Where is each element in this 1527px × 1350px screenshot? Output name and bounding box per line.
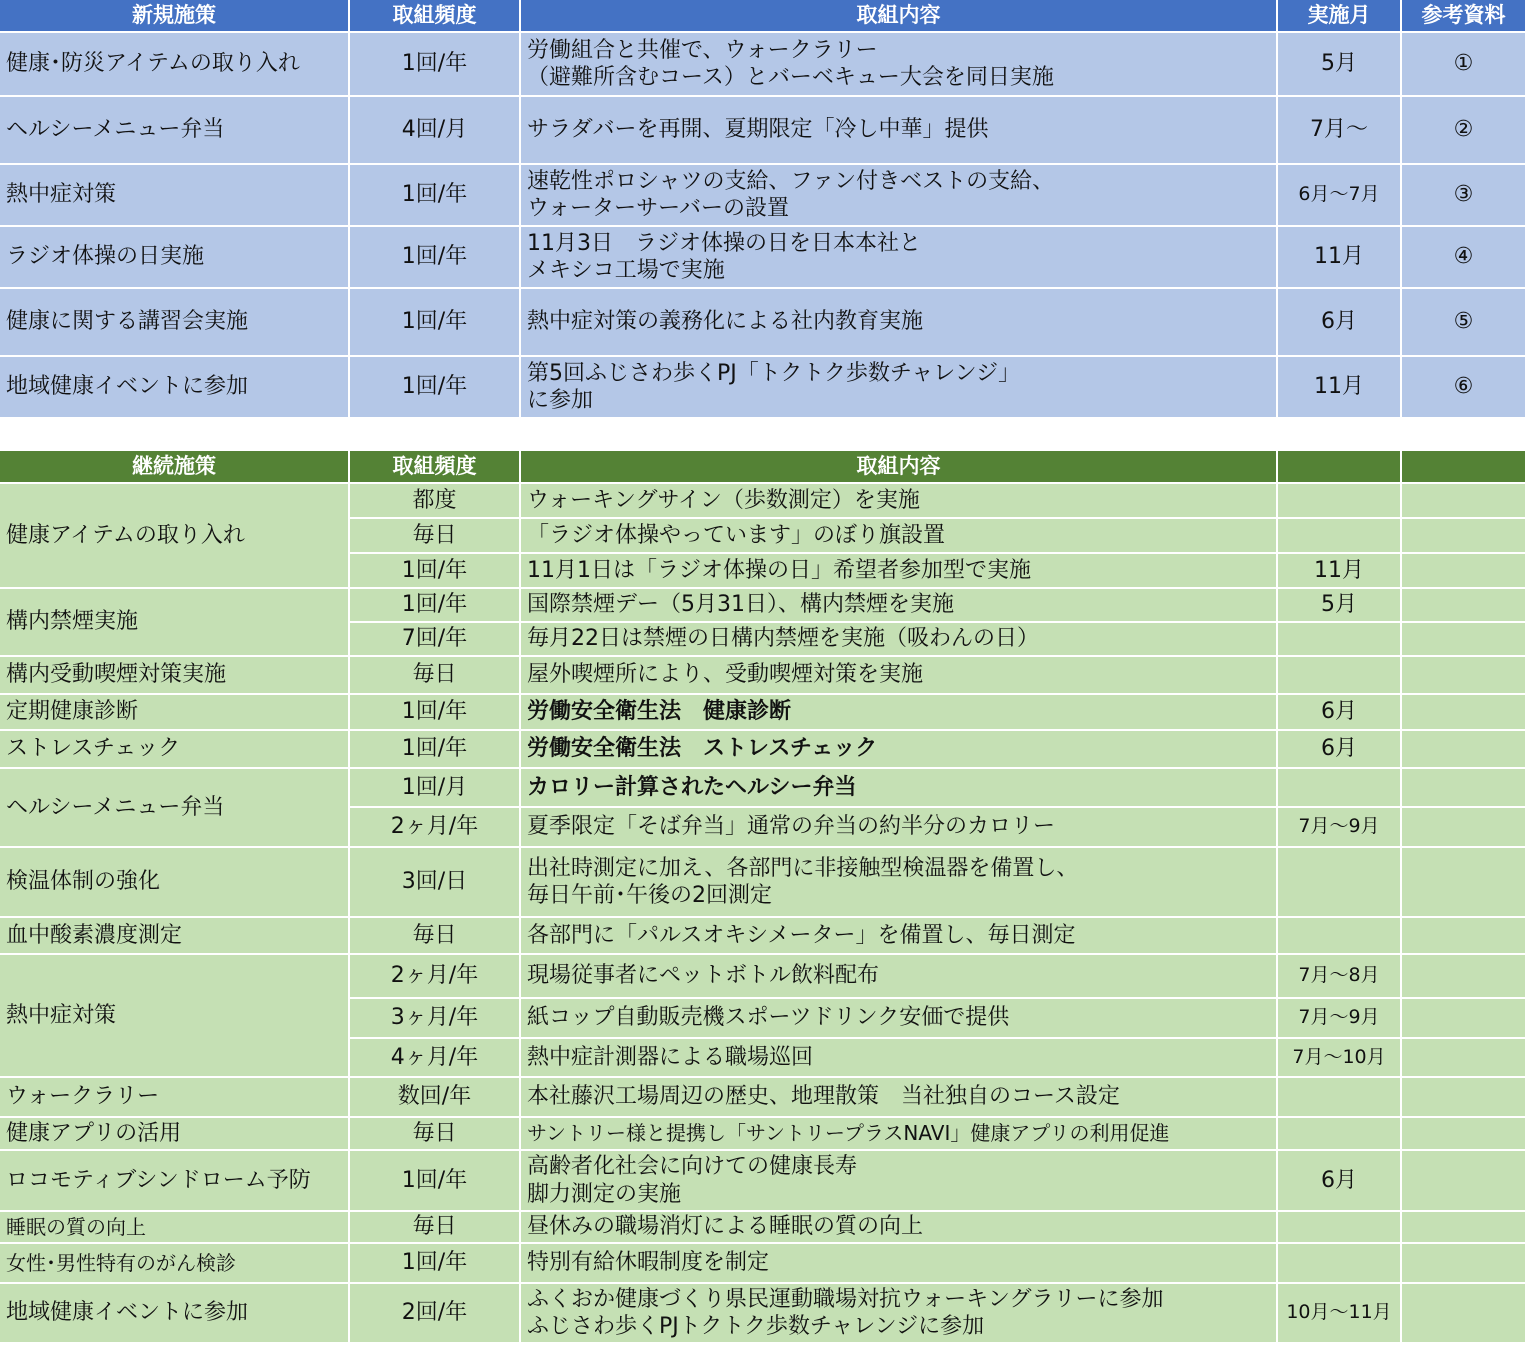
table-header-row (0, 0, 1527, 33)
frequency-cell: 1回/月 (350, 769, 521, 808)
table-row (0, 731, 1527, 769)
content-cell: 労働安全衛生法 健康診断 (521, 695, 1278, 731)
month-cell: 5月 (1278, 589, 1402, 623)
month-cell: 6月 (1278, 695, 1402, 731)
reference-cell (1402, 918, 1527, 955)
month-cell: 11月 (1278, 554, 1402, 589)
measure-cell: 地域健康イベントに参加 (0, 1284, 350, 1344)
measure-cell: 女性･男性特有のがん検診 (0, 1244, 350, 1284)
month-cell: 6月 (1278, 731, 1402, 769)
frequency-cell: 3ヶ月/年 (350, 999, 521, 1039)
month-cell (1278, 519, 1402, 554)
frequency-cell: 2ヶ月/年 (350, 955, 521, 999)
content-cell: 屋外喫煙所により、受動喫煙対策を実施 (521, 657, 1278, 695)
month-cell: 7月～9月 (1278, 808, 1402, 848)
content-cell (521, 33, 1278, 97)
content-cell: 昼休みの職場消灯による睡眠の質の向上 (521, 1212, 1278, 1244)
month-cell (1278, 1244, 1402, 1284)
reference-cell (1402, 1212, 1527, 1244)
measure-cell: 健康･防災アイテムの取り入れ (0, 33, 350, 97)
header-content: 取組内容 (521, 451, 1278, 484)
frequency-cell: 1回/年 (350, 589, 521, 623)
month-cell: 7月～8月 (1278, 955, 1402, 999)
measure-cell: 睡眠の質の向上 (0, 1212, 350, 1244)
header-month (1278, 451, 1402, 484)
reference-cell: ④ (1402, 227, 1527, 289)
frequency-cell: 1回/年 (350, 289, 521, 357)
month-cell: 7月～10月 (1278, 1039, 1402, 1078)
table-row (0, 165, 1527, 227)
content-line: 労働組合と共催で、ウォークラリー (527, 37, 878, 63)
table-row (0, 955, 1527, 999)
frequency-cell: 1回/年 (350, 731, 521, 769)
content-cell: サントリー様と提携し「サントリープラスNAVI」健康アプリの利用促進 (521, 1118, 1278, 1151)
measure-cell: 熱中症対策 (0, 955, 350, 1078)
reference-cell (1402, 519, 1527, 554)
content-line: メキシコ工場で実施 (527, 258, 725, 283)
frequency-cell: 数回/年 (350, 1078, 521, 1118)
frequency-cell: 1回/年 (350, 357, 521, 419)
month-cell: 7月～ (1278, 97, 1402, 165)
content-line: （避難所含むコース）とバーベキュー大会を同日実施 (527, 65, 1054, 90)
header-month: 実施月 (1278, 0, 1402, 33)
month-cell (1278, 623, 1402, 657)
table-row (0, 227, 1527, 289)
reference-cell (1402, 848, 1527, 918)
month-cell (1278, 1212, 1402, 1244)
reference-cell: ⑥ (1402, 357, 1527, 419)
content-cell: 夏季限定「そば弁当」通常の弁当の約半分のカロリー (521, 808, 1278, 848)
reference-cell (1402, 808, 1527, 848)
month-cell: 7月～9月 (1278, 999, 1402, 1039)
content-cell (521, 227, 1278, 289)
content-cell (521, 1151, 1278, 1212)
reference-cell: ② (1402, 97, 1527, 165)
content-cell: 11月1日は「ラジオ体操の日」希望者参加型で実施 (521, 554, 1278, 589)
frequency-cell: 4回/月 (350, 97, 521, 165)
table-row (0, 589, 1527, 623)
frequency-cell: 1回/年 (350, 33, 521, 97)
frequency-cell: 毎日 (350, 918, 521, 955)
month-cell (1278, 1118, 1402, 1151)
measure-cell: ストレスチェック (0, 731, 350, 769)
content-cell: カロリー計算されたヘルシー弁当 (521, 769, 1278, 808)
content-line: 脚力測定の実施 (527, 1181, 682, 1207)
measure-cell: 健康アプリの活用 (0, 1118, 350, 1151)
measure-cell: 熱中症対策 (0, 165, 350, 227)
measure-cell: 定期健康診断 (0, 695, 350, 731)
content-line: ふじさわ歩くPJトクトク歩数チャレンジに参加 (527, 1314, 985, 1339)
table-row (0, 695, 1527, 731)
month-cell: 10月～11月 (1278, 1284, 1402, 1344)
content-cell: 特別有給休暇制度を制定 (521, 1244, 1278, 1284)
frequency-cell: 毎日 (350, 1118, 521, 1151)
header-measure: 継続施策 (0, 451, 350, 484)
reference-cell (1402, 1078, 1527, 1118)
frequency-cell: 都度 (350, 484, 521, 519)
content-cell: 本社藤沢工場周辺の歴史、地理散策 当社独自のコース設定 (521, 1078, 1278, 1118)
measure-cell: 地域健康イベントに参加 (0, 357, 350, 419)
content-line: に参加 (527, 388, 594, 413)
content-line: 高齢者化社会に向けての健康長寿 (527, 1154, 858, 1179)
reference-cell (1402, 1244, 1527, 1284)
month-cell (1278, 848, 1402, 918)
content-cell: 現場従事者にペットボトル飲料配布 (521, 955, 1278, 999)
content-cell: 国際禁煙デー（5月31日）、構内禁煙を実施 (521, 589, 1278, 623)
reference-cell (1402, 1151, 1527, 1212)
month-cell (1278, 657, 1402, 695)
measure-cell: ウォークラリー (0, 1078, 350, 1118)
content-cell (521, 1284, 1278, 1344)
frequency-cell: 4ヶ月/年 (350, 1039, 521, 1078)
table-row (0, 33, 1527, 97)
table-row (0, 1078, 1527, 1118)
table-row (0, 1212, 1527, 1244)
measure-cell: 健康に関する講習会実施 (0, 289, 350, 357)
reference-cell (1402, 731, 1527, 769)
frequency-cell: 3回/日 (350, 848, 521, 918)
new-measures-table (0, 0, 1527, 419)
frequency-cell: 毎日 (350, 519, 521, 554)
month-cell (1278, 769, 1402, 808)
reference-cell (1402, 999, 1527, 1039)
content-cell: 毎月22日は禁煙の日構内禁煙を実施（吸わんの日） (521, 623, 1278, 657)
header-reference: 参考資料 (1402, 0, 1527, 33)
measure-cell: 構内禁煙実施 (0, 589, 350, 657)
header-measure: 新規施策 (0, 0, 350, 33)
measure-cell: 構内受動喫煙対策実施 (0, 657, 350, 695)
frequency-cell: 1回/年 (350, 554, 521, 589)
content-line: サラダバーを再開、夏期限定「冷し中華」提供 (527, 117, 989, 143)
reference-cell: ⑤ (1402, 289, 1527, 357)
frequency-cell: 1回/年 (350, 1244, 521, 1284)
reference-cell (1402, 589, 1527, 623)
frequency-cell: 1回/年 (350, 695, 521, 731)
measure-cell: ラジオ体操の日実施 (0, 227, 350, 289)
reference-cell (1402, 1039, 1527, 1078)
content-cell (521, 289, 1278, 357)
reference-cell: ③ (1402, 165, 1527, 227)
month-cell: 6月～7月 (1278, 165, 1402, 227)
content-cell (521, 848, 1278, 918)
month-cell (1278, 1078, 1402, 1118)
content-line: ウォーターサーバーの設置 (527, 196, 790, 221)
table-row (0, 484, 1527, 519)
frequency-cell: 7回/年 (350, 623, 521, 657)
reference-cell (1402, 657, 1527, 695)
header-content: 取組内容 (521, 0, 1278, 33)
measure-cell: ヘルシーメニュー弁当 (0, 769, 350, 848)
content-cell (521, 357, 1278, 419)
frequency-cell: 1回/年 (350, 227, 521, 289)
content-cell: 労働安全衛生法 ストレスチェック (521, 731, 1278, 769)
content-line: 11月3日 ラジオ体操の日を日本本社と (527, 230, 921, 256)
reference-cell (1402, 1284, 1527, 1344)
table-header-row (0, 451, 1527, 484)
measure-cell: 健康アイテムの取り入れ (0, 484, 350, 589)
month-cell: 6月 (1278, 1151, 1402, 1212)
table-row (0, 1151, 1527, 1212)
frequency-cell: 毎日 (350, 657, 521, 695)
content-cell: 「ラジオ体操やっています」のぼり旗設置 (521, 519, 1278, 554)
month-cell: 11月 (1278, 227, 1402, 289)
month-cell: 11月 (1278, 357, 1402, 419)
reference-cell (1402, 1118, 1527, 1151)
month-cell (1278, 918, 1402, 955)
header-reference (1402, 451, 1527, 484)
month-cell: 6月 (1278, 289, 1402, 357)
content-line: 第5回ふじさわ歩くPJ「トクトク歩数チャレンジ」 (527, 360, 1021, 386)
table-row (0, 97, 1527, 165)
month-cell (1278, 484, 1402, 519)
table-row (0, 657, 1527, 695)
frequency-cell: 2ヶ月/年 (350, 808, 521, 848)
frequency-cell: 2回/年 (350, 1284, 521, 1344)
table-row (0, 357, 1527, 419)
content-line: ふくおか健康づくり県民運動職場対抗ウォーキングラリーに参加 (527, 1286, 1164, 1312)
table-row (0, 1284, 1527, 1344)
content-cell (521, 97, 1278, 165)
content-line: 熱中症対策の義務化による社内教育実施 (527, 309, 924, 335)
measure-cell: ロコモティブシンドローム予防 (0, 1151, 350, 1212)
content-line: 出社時測定に加え、各部門に非接触型検温器を備置し、 (527, 855, 1079, 881)
continuing-measures-table (0, 451, 1527, 1344)
content-cell: 熱中症計測器による職場巡回 (521, 1039, 1278, 1078)
frequency-cell: 1回/年 (350, 165, 521, 227)
content-line: 速乾性ポロシャツの支給、ファン付きベストの支給、 (527, 168, 1055, 194)
reference-cell (1402, 955, 1527, 999)
content-cell: 紙コップ自動販売機スポーツドリンク安価で提供 (521, 999, 1278, 1039)
frequency-cell: 毎日 (350, 1212, 521, 1244)
content-cell: ウォーキングサイン（歩数測定）を実施 (521, 484, 1278, 519)
measure-cell: 血中酸素濃度測定 (0, 918, 350, 955)
reference-cell (1402, 554, 1527, 589)
header-frequency: 取組頻度 (350, 451, 521, 484)
content-cell: 各部門に「パルスオキシメーター」を備置し、毎日測定 (521, 918, 1278, 955)
reference-cell: ① (1402, 33, 1527, 97)
frequency-cell: 1回/年 (350, 1151, 521, 1212)
table-row (0, 289, 1527, 357)
content-line: 毎日午前･午後の2回測定 (527, 883, 772, 908)
reference-cell (1402, 769, 1527, 808)
measure-cell: 検温体制の強化 (0, 848, 350, 918)
table-row (0, 769, 1527, 808)
table-row (0, 1118, 1527, 1151)
table-row (0, 1244, 1527, 1284)
month-cell: 5月 (1278, 33, 1402, 97)
content-cell (521, 165, 1278, 227)
reference-cell (1402, 484, 1527, 519)
header-frequency: 取組頻度 (350, 0, 521, 33)
reference-cell (1402, 695, 1527, 731)
table-row (0, 848, 1527, 918)
reference-cell (1402, 623, 1527, 657)
measure-cell: ヘルシーメニュー弁当 (0, 97, 350, 165)
table-row (0, 918, 1527, 955)
